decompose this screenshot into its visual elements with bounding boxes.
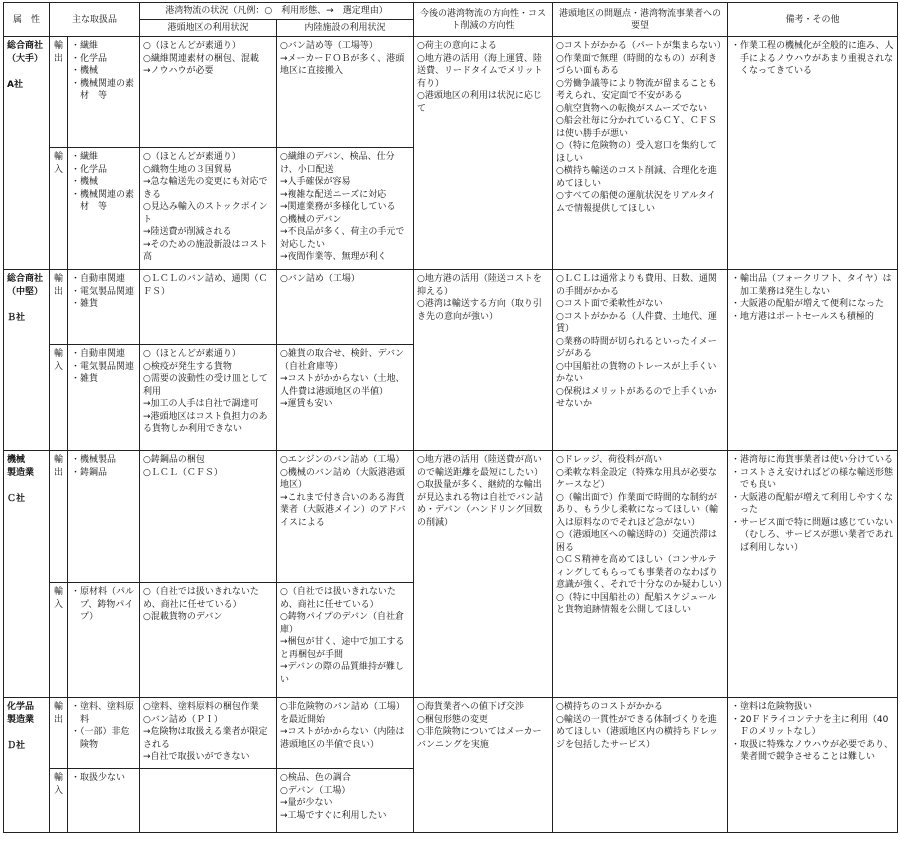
inland-cell — [277, 769, 414, 833]
port-area-cell-line: ○混載貨物のデバン — [143, 612, 223, 622]
problems-cell-line: ○中国船社の貨物のトレースが上手くいかない — [556, 361, 717, 384]
company-type: 総合商社 — [7, 274, 44, 284]
direction-label — [50, 583, 68, 698]
remarks-cell — [728, 270, 898, 451]
port-area-cell-line: ○（ほとんどが素通り） — [143, 41, 241, 51]
problems-cell-line: ○コストがかかる（パートが集まらない） — [556, 41, 726, 51]
company-type: （中堅） — [7, 286, 44, 297]
company-export-row — [4, 451, 898, 583]
port-area-cell — [140, 769, 277, 833]
port-area-cell-line: ○ＬＣＬのバン詰め、通関（ＣＦＳ） — [143, 274, 268, 297]
port-area-cell-line: →加工の人手は自社で調達可 — [143, 399, 259, 409]
inland-cell-line: →これまで付き合いのある海貨業者（大阪港メイン）のアドバイスによる — [280, 492, 406, 528]
products-cell-line: ・雑貨 — [71, 374, 99, 384]
inland-cell-line: →量が少ない — [280, 798, 333, 808]
inland-cell-line: →コストがかからない（内陸は港頭地区の半値で良い） — [280, 727, 405, 750]
direction-char: 輸 — [53, 274, 63, 284]
company-id: A社 — [7, 80, 23, 90]
port-area-cell-line: ○（自社では扱いきれないため、商社に任せている） — [143, 587, 259, 610]
problems-cell-line: ○作業面で無理（時間的なもの）が利きづらい面もある — [556, 53, 717, 76]
direction-label — [50, 769, 68, 833]
remarks-cell-line: ・港湾毎に海貨事業者は使い分けている — [731, 455, 894, 465]
port-area-cell-line: →そのための施設新設はコスト高 — [143, 239, 268, 262]
direction-char: 輸 — [53, 773, 63, 783]
inland-cell-line: →関連業務が多様化している — [280, 202, 396, 212]
problems-cell-line: ○輸送の一貫性ができる体制づくりを進めてほしい（港頭地区内の横持ちドレッジを包括したサービス） — [556, 714, 718, 750]
inland-cell-line: →メーカーＦＯＢが多く、港頭地区に直接搬入 — [280, 53, 405, 76]
port-area-cell-line: ○検疫が発生する貨物 — [143, 361, 232, 372]
problems-cell-line: ○（特に中国船社の）配船スケジュールと貨物追跡情報を公開してほしい — [556, 592, 717, 615]
header-problems: 港頭地区の問題点・港湾物流事業者への要望 — [553, 3, 728, 37]
inland-cell — [277, 270, 414, 345]
products-cell-line: ・機械関連の素材 等 — [71, 189, 135, 212]
products-cell-line: ・化学品 — [71, 53, 108, 64]
company-id: Ｂ社 — [7, 313, 26, 323]
company-name — [4, 270, 50, 451]
company-name — [4, 451, 50, 698]
inland-cell — [277, 345, 414, 451]
inland-cell-line: ○鋳物パイプのデバン（自社倉庫） — [280, 612, 405, 635]
inland-cell-line: ○デバン（工場） — [280, 785, 351, 796]
header-products: 主な取扱品 — [50, 3, 140, 37]
port-area-cell-line: ○バン詰め（ＰＩ） — [143, 714, 223, 725]
products-cell-line: ・取扱少ない — [71, 773, 126, 783]
inland-cell — [277, 37, 414, 148]
company-type: 化学品 — [7, 702, 35, 712]
inland-cell-line: ○繊維のデバン、検品、仕分け、小口配送 — [280, 152, 395, 175]
remarks-cell — [728, 37, 898, 270]
problems-cell-line: ○ＬＣＬは通常よりも費用、日数、通関の手間がかかる — [556, 274, 717, 297]
remarks-cell-line: ・20Ｆドライコンテナを主に利用（40Ｆのメリットなし） — [731, 714, 889, 737]
inland-cell-line: ○エンジンのバン詰め（工場） — [280, 455, 405, 465]
problems-cell-line: ○横持ちのコストがかかる — [556, 702, 663, 712]
remarks-cell-line: ・大阪港の配船が増えて便利になった — [731, 299, 885, 309]
direction-cell-line: ○非危険物についてはメーカーバンニングを実施 — [417, 727, 542, 750]
inland-cell-line: ○雑貨の取合せ、検針、デバン（自社倉庫等） — [280, 349, 405, 372]
inland-cell-line: ○バン詰め（工場） — [280, 274, 360, 284]
port-area-cell-line: ○ＬＣＬ（ＣＦＳ） — [143, 467, 223, 478]
products-cell-line: ・雑貨 — [71, 299, 99, 309]
port-area-cell — [140, 148, 277, 270]
port-area-cell-line: ○（ほとんどが素通り） — [143, 152, 241, 162]
remarks-cell-line: ・輸出品（フォークリフト、タイヤ）は加工業務は発生しない — [731, 274, 892, 297]
inland-cell-line: ○（自社では扱いきれないため、商社に任せている） — [280, 587, 396, 610]
problems-cell-line: ○保税はメリットがあるので上手くいかせないか — [556, 386, 717, 409]
products-cell-line: ・繊維 — [71, 152, 99, 162]
port-area-cell-line: ○（ほとんどが素通り） — [143, 349, 241, 359]
direction-char: 出 — [53, 467, 63, 478]
direction-char: 入 — [53, 599, 63, 610]
inland-cell-line: →夜間作業等、無理が利く — [280, 252, 387, 262]
direction-char: 入 — [53, 785, 63, 796]
problems-cell-line: ○ＣＳ精神を高めてほしい（コンサルティングしてもらっても事業者のなわばり意識が強く、それで十分なのか疑わしい） — [556, 555, 727, 590]
inland-cell-line: →コストがかからない（土地、人件費は港頭地区の半値） — [280, 374, 405, 397]
direction-cell-line: ○港頭地区の利用は状況に応じて — [417, 91, 542, 114]
products-cell — [68, 270, 140, 345]
port-area-cell — [140, 451, 277, 583]
header-port-area-use: 港頭地区の利用状況 — [140, 20, 277, 37]
problems-cell-line: ○業務の時間が切られるといったイメージがある — [556, 336, 717, 359]
inland-cell-line: →人手確保が容易 — [280, 177, 351, 187]
port-area-cell-line: →ノウハウが必要 — [143, 66, 214, 76]
remarks-cell-line: ・塗料は危険物扱い — [731, 702, 813, 712]
company-name — [4, 37, 50, 270]
direction-char: 出 — [53, 714, 63, 725]
company-type: 製造業 — [7, 714, 35, 725]
company-id: Ｄ社 — [7, 741, 26, 751]
products-cell — [68, 451, 140, 583]
remarks-cell-line: ・作業工程の機械化が全般的に進み、人手によるノウハウがあまり重視されなくなってきている — [731, 41, 894, 76]
port-logistics-table — [3, 2, 898, 833]
products-cell-line: ・塗料、塗料原料 — [71, 702, 135, 725]
inland-cell — [277, 148, 414, 270]
direction-char: 出 — [53, 286, 63, 297]
direction-label — [50, 451, 68, 583]
products-cell-line: ・原材料（パルプ、鋳物パイプ） — [71, 587, 135, 622]
port-area-cell-line: ○繊維関連素材の梱包、混載 — [143, 53, 259, 64]
direction-label — [50, 270, 68, 345]
inland-cell-line: ○バン詰め等（工場等） — [280, 41, 378, 51]
port-area-cell — [140, 345, 277, 451]
inland-cell-line: ○非危険物のバン詰め（工場）を最近開始 — [280, 702, 405, 725]
products-cell-line: ・自動車関連 — [71, 274, 126, 284]
products-cell — [68, 583, 140, 698]
direction-label — [50, 345, 68, 451]
problems-cell-line: ○コスト面で柔軟性がない — [556, 299, 663, 309]
inland-cell-line: →梱包が甘く、途中で加工すると再梱包が手間 — [280, 637, 405, 660]
direction-cell — [414, 698, 553, 833]
inland-cell-line: ○検品、色の調合 — [280, 773, 351, 783]
direction-cell-line: ○地方港の活用（陸送コストを抑える） — [417, 274, 542, 297]
port-area-cell — [140, 37, 277, 148]
port-area-cell-line: ○塗料、塗料原料の梱包作業 — [143, 702, 259, 712]
inland-cell-line: →複雑な配送ニーズに対応 — [280, 189, 387, 200]
remarks-cell-line: ・大阪港の配船が増えて利用しやすくなった — [731, 492, 894, 515]
products-cell-line: ・（一部）非危険物 — [71, 727, 130, 750]
remarks-cell — [728, 451, 898, 698]
port-area-cell — [140, 698, 277, 769]
company-export-row — [4, 37, 898, 148]
direction-char: 輸 — [53, 349, 63, 359]
products-cell-line: ・電気製品関連 — [71, 361, 135, 372]
inland-cell-line: →デバンの際の品質維持が難しい — [280, 662, 405, 685]
port-area-cell-line: ○織物生地の３国貿易 — [143, 164, 232, 175]
port-area-cell-line: →急な輸送先の変更にも対応できる — [143, 177, 268, 200]
products-cell-line: ・機械 — [71, 177, 99, 187]
direction-cell-line: ○港湾は輸送する方向（取り引き先の意向が強い） — [417, 299, 542, 322]
header-remarks: 備考・その他 — [728, 3, 898, 37]
direction-char: 輸 — [53, 587, 63, 597]
inland-cell-line: →工場ですぐに利用したい — [280, 810, 387, 821]
direction-cell — [414, 37, 553, 270]
port-area-cell-line: →港頭地区はコスト負担力のある貨物しか利用できない — [143, 411, 268, 434]
company-type: （大手） — [7, 53, 44, 64]
problems-cell-line: ○航空貨物への転換がスムーズでない — [556, 103, 707, 114]
port-area-cell-line: →陸送費が削減される — [143, 227, 232, 237]
header-attribute: 属 性 — [4, 3, 50, 37]
problems-cell — [553, 270, 728, 451]
remarks-cell — [728, 698, 898, 833]
problems-cell-line: ○（特に危険物の）受入窓口を集約してほしい — [556, 141, 717, 164]
products-cell — [68, 37, 140, 148]
company-export-row — [4, 698, 898, 769]
company-id: Ｃ社 — [7, 494, 26, 504]
problems-cell-line: ○コストがかかる（人件費、土地代、運賃） — [556, 311, 717, 334]
port-area-cell-line: →自社で取扱いができない — [143, 752, 250, 762]
products-cell-line: ・機械関連の素材 等 — [71, 78, 135, 101]
products-cell — [68, 345, 140, 451]
company-name — [4, 698, 50, 833]
comparison-sheet — [3, 2, 897, 833]
products-cell-line: ・化学品 — [71, 164, 108, 175]
problems-cell-line: ○柔軟な料金設定（特殊な用具が必要なケースなど） — [556, 467, 717, 490]
direction-char: 輸 — [53, 702, 63, 712]
products-cell-line: ・繊維 — [71, 41, 99, 51]
problems-cell — [553, 451, 728, 698]
remarks-cell-line: ・サービス面で特に問題は感じていない（むしろ、サービスが悪い業者であれば利用しない） — [731, 517, 894, 553]
direction-cell-line: ○地方港の活用（陸送費が高いので輸送距離を最短にしたい） — [417, 455, 544, 478]
direction-cell — [414, 270, 553, 451]
problems-cell-line: ○（港頭地区への輸送時の）交通渋滞は困る — [556, 530, 717, 553]
inland-cell — [277, 583, 414, 698]
port-area-cell — [140, 270, 277, 345]
inland-cell-line: →不良品が多く、荷主の手元で対応したい — [280, 227, 405, 250]
inland-cell — [277, 698, 414, 769]
direction-char: 出 — [53, 53, 63, 64]
products-cell-line: ・自動車関連 — [71, 349, 126, 359]
products-cell — [68, 148, 140, 270]
direction-label — [50, 148, 68, 270]
direction-cell-line: ○荷主の意向による — [417, 41, 497, 51]
port-area-cell-line: ○需要の波動性の受け皿として利用 — [143, 374, 268, 397]
inland-cell-line: ○機械のデバン — [280, 214, 342, 225]
header-inland-use: 内陸施設の利用状況 — [277, 20, 414, 37]
port-area-cell-line: ○鋳鋼品の梱包 — [143, 455, 205, 465]
remarks-cell-line: ・地方港はポートセールスも積極的 — [731, 311, 874, 322]
company-type: 製造業 — [7, 467, 35, 478]
direction-cell-line: ○海貨業者への値下げ交渉 — [417, 702, 524, 712]
remarks-cell-line: ・取扱に特殊なノウハウが必要であり、業者間で競争させることは難しい — [731, 739, 894, 762]
problems-cell — [553, 37, 728, 270]
problems-cell — [553, 698, 728, 833]
port-area-cell-line: ○見込み輸入のストックポイント — [143, 202, 268, 225]
direction-cell-line: ○取扱量が多く、継続的な輸出が見込まれる物は自社でバン詰め・デバン（ハンドリング回数の削減） — [417, 480, 544, 528]
products-cell-line: ・機械製品 — [71, 455, 117, 465]
company-export-row — [4, 270, 898, 345]
direction-label — [50, 698, 68, 769]
header-status: 港湾物流の状況（凡例：○ 利用形態、→ 選定理由） — [140, 3, 414, 20]
header-direction: 今後の港湾物流の方向性・コスト削減の方向性 — [414, 3, 553, 37]
products-cell-line: ・鋳鋼品 — [71, 467, 108, 478]
inland-cell-line: →運賃も安い — [280, 399, 333, 409]
direction-cell — [414, 451, 553, 698]
products-cell-line: ・機械 — [71, 66, 99, 76]
problems-cell-line: ○横持ち輸送のコスト削減、合理化を進めてほしい — [556, 166, 717, 189]
direction-char: 輸 — [53, 152, 63, 162]
direction-char: 輸 — [53, 455, 63, 465]
problems-cell-line: ○船会社毎に分かれているＣＹ、ＣＦＳは使い勝手が悪い — [556, 116, 717, 139]
direction-label — [50, 37, 68, 148]
port-area-cell — [140, 583, 277, 698]
problems-cell-line: ○ドレッジ、荷役料が高い — [556, 455, 663, 465]
company-type: 総合商社 — [7, 41, 44, 51]
direction-char: 入 — [53, 164, 63, 175]
products-cell-line: ・電気製品関連 — [71, 286, 135, 297]
remarks-cell-line: ・コストさえ安ければどの様な輸送形態でも良い — [731, 467, 894, 490]
problems-cell-line: ○すべての船便の運航状況をリアルタイムで情報提供してほしい — [556, 191, 716, 214]
products-cell — [68, 698, 140, 769]
port-area-cell-line: →危険物は取扱える業者が限定される — [143, 727, 268, 750]
direction-cell-line: ○地方港の活用（海上運賃、陸送費、リードタイムでメリット有り） — [417, 53, 543, 89]
problems-cell-line: ○（輸出面で）作業面で時間的な制約があり、もう少し柔軟になってほしい（輸入は原料なのでそれほど急がない） — [556, 492, 719, 528]
inland-cell-line: ○機械のバン詰め（大阪港港頭地区） — [280, 467, 405, 490]
company-type: 機械 — [7, 455, 26, 465]
inland-cell — [277, 451, 414, 583]
direction-char: 入 — [53, 361, 63, 372]
direction-char: 輸 — [53, 41, 63, 51]
direction-cell-line: ○梱包形態の変更 — [417, 714, 488, 725]
products-cell — [68, 769, 140, 833]
problems-cell-line: ○労働争議等により物流が留まることも考えられ、安定面で不安がある — [556, 78, 717, 101]
